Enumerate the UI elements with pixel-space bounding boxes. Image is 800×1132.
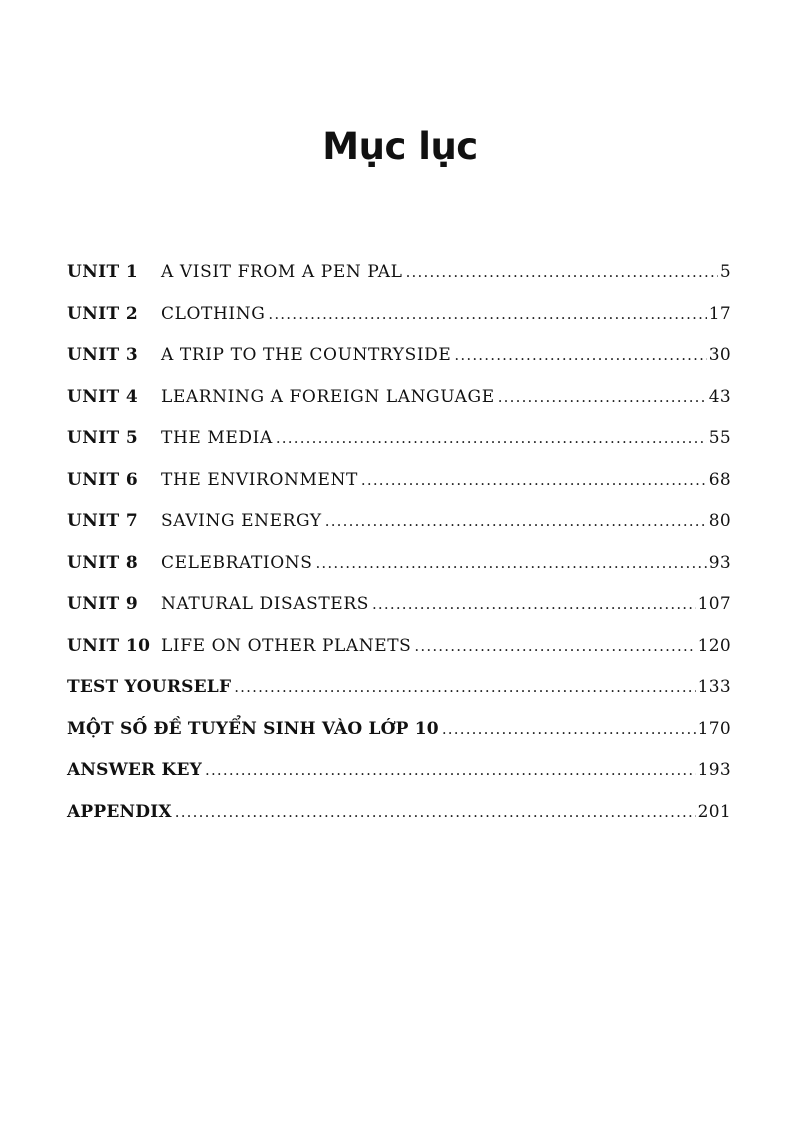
toc-entry-unit-8 [67,548,731,590]
unit-title: CLOTHING [161,303,266,324]
toc-entry-unit-10 [67,631,731,673]
unit-label: UNIT 3 [67,345,139,365]
section-title: ANSWER KEY [67,760,202,780]
dot-leader [372,589,696,619]
page-number: 55 [708,428,731,448]
page-number: 201 [697,801,731,822]
page-number: 170 [697,718,731,739]
page-number: 120 [697,635,731,656]
unit-title: THE ENVIRONMENT [161,469,358,490]
dot-leader [315,548,706,578]
unit-title: SAVING ENERGY [161,511,322,531]
dot-leader [175,797,696,827]
toc-entry-unit-5 [67,423,731,465]
unit-label: UNIT 4 [67,386,139,407]
toc-entry-unit-2 [67,299,731,341]
page-number: 17 [708,303,731,324]
toc-entry-unit-4 [67,382,731,424]
section-title: APPENDIX [67,801,172,822]
unit-label: UNIT 6 [67,469,139,490]
dot-leader [325,506,707,536]
unit-label: UNIT 5 [67,428,139,448]
dot-leader [361,465,707,495]
page-number: 107 [697,594,731,614]
page-number: 93 [708,552,731,573]
section-title: MỘT SỐ ĐỀ TUYỂN SINH VÀO LỚP 10 [67,718,439,739]
toc-entry-appendix [67,797,731,839]
dot-leader [234,672,695,702]
unit-label: UNIT 8 [67,552,139,573]
unit-title: CELEBRATIONS [161,552,313,573]
dot-leader [276,423,707,453]
page-number: 68 [708,469,731,490]
dot-leader [442,714,696,744]
toc-entry-unit-7 [67,506,731,548]
table-of-contents [67,257,731,838]
unit-title: LEARNING A FOREIGN LANGUAGE [161,386,495,407]
toc-entry-unit-3 [67,340,731,382]
page-number: 80 [708,511,731,531]
unit-title: A TRIP TO THE COUNTRYSIDE [161,345,452,365]
page-number: 43 [708,386,731,407]
unit-label: UNIT 1 [67,262,139,282]
page-number: 193 [697,760,731,780]
toc-entry-unit-9 [67,589,731,631]
unit-label: UNIT 2 [67,303,139,324]
toc-entry-unit-6 [67,465,731,507]
unit-label: UNIT 9 [67,594,139,614]
dot-leader [205,755,696,785]
toc-entry-answer-key [67,755,731,797]
unit-title: THE MEDIA [161,428,273,448]
unit-title: LIFE ON OTHER PLANETS [161,635,412,656]
dot-leader [498,382,707,412]
dot-leader [406,257,718,287]
unit-title: A VISIT FROM A PEN PAL [161,262,403,282]
page-number: 5 [719,262,731,282]
section-title: TEST YOURSELF [67,677,232,697]
toc-entry-test-yourself [67,672,731,714]
unit-label: UNIT 7 [67,511,139,531]
unit-label: UNIT 10 [67,635,151,656]
unit-title: NATURAL DISASTERS [161,594,369,614]
page-number: 133 [697,677,731,697]
toc-entry-unit-1 [67,257,731,299]
dot-leader [268,299,706,329]
dot-leader [454,340,706,370]
dot-leader [414,631,695,661]
toc-entry-entrance-exams [67,714,731,756]
page-title: Mục lục [322,125,478,168]
page-number: 30 [708,345,731,365]
